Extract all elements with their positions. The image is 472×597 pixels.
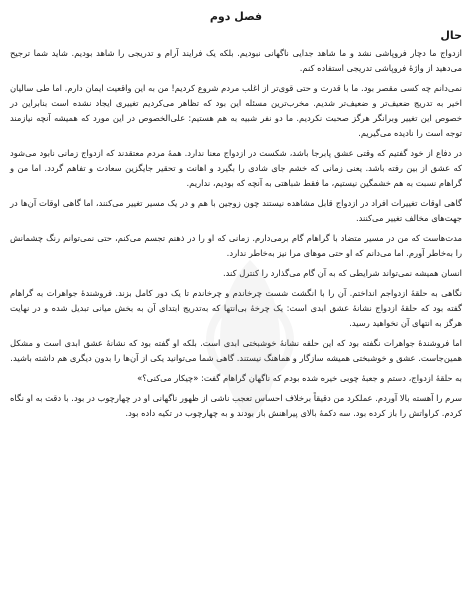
- paragraph-10: سرم را آهسته بالا آوردم. عملکرد من دقیقاً برخلاف احساس تعجب ناشی از ظهور ناگهانی او در چهارچوب در بود. با دقت به او نگاه کردم. کراواتش را باز کرده بود. سه دکمهٔ بالای پیراهنش باز بودند و به چهارچوب در تکیه داده بود.: [10, 393, 462, 418]
- paragraph-7: نگاهی به حلقهٔ ازدواجم انداختم. آن را با انگشت شست چرخاندم و چرخاندم تا یک دور کامل بزند. فروشندهٔ جواهرات به گراهام گفته بود که حلقهٔ ازدواج نشانهٔ عشق ابدی است: یک چرخهٔ بی‌انتها که به‌تدریج ابتدای آن به بخش میانی تبدیل شده و در نهایت هرگز به انتهای آن نخواهید رسید.: [10, 288, 462, 328]
- section-heading: حال: [440, 29, 462, 42]
- paragraph-4: گاهی اوقات تغییرات افراد در ازدواج قابل مشاهده نیستند چون زوجین با هم و در یک مسیر تغییر می‌کنند، اما گاهی اوقات آن‌ها در جهت‌های مخالف تغییر می‌کنند.: [10, 198, 462, 223]
- paragraph-2: نمی‌دانم چه کسی مقصر بود. ما با قدرت و حتی قوی‌تر از اغلب مردم شروع کردیم! من به این واقعیت ایمان دارم. اما طی سالیان اخیر به تدریج ضعیف‌تر و ضعیف‌تر شدیم. مخرب‌ترین مسئله این بود که تظاهر می‌کردیم تغییری ایجاد نشده است بنابراین در خصوص این تغییر وبرانگر هرگز صحبت نکردیم. ما دو نفر شبیه به هم هستیم: علی‌الخصوص در این مورد که همیشه آنچه نیازمند توجه است را نادیده می‌گیریم.: [10, 83, 462, 138]
- paragraph-1: ازدواج ما دچار فروپاشی نشد و ما شاهد جدایی ناگهانی نبودیم. بلکه یک فرایند آرام و تدریجی را شاهد بودیم. شاید شما ترجیح می‌دهید از واژهٔ فروپاشی تدریجی استفاده کنم.: [10, 48, 462, 73]
- chapter-title: فصل دوم: [209, 10, 263, 23]
- book-page: [10, 10, 462, 590]
- paragraph-9: به حلقهٔ ازدواج، دستم و جعبهٔ چوبی خیره شده بودم که ناگهان گراهام گفت: «چیکار می‌کنی؟»: [137, 373, 462, 383]
- paragraph-5: مدت‌هاست که من در مسیر متضاد با گراهام گام برمی‌دارم. زمانی که او را در ذهنم تجسم می‌کنم، حتی نمی‌توانم رنگ چشمانش را به‌خاطر آورم. اما می‌دانم که او حتی موهای مرا نیز به‌خاطر ندارد.: [10, 233, 462, 258]
- paragraph-3: در دفاع از خود گفتیم که وقتی عشق پابرجا باشد، شکست در ازدواج معنا ندارد. همهٔ مردم معتقدند که ازدواج زمانی نابود می‌شود که عشق از بین رفته باشد. یعنی زمانی که خشم جای شادی را بگیرد و اهانت و تحقیر جایگزین سعادت و تفاهم گردد. اما من و گراهام نسبت به هم خشمگین نیستیم، ما فقط شباهتی به آنچه که بودیم، نداریم.: [10, 148, 462, 188]
- paragraph-8: اما فروشندهٔ جواهرات نگفته بود که این حلقه نشانهٔ خوشبختی ابدی است. بلکه او گفته بود که نشانهٔ عشق ابدی است و مشکل همین‌جاست. عشق و خوشبختی همیشه سازگار و هماهنگ نیستند. گاهی شما می‌توانید یکی از آن‌ها را بدون دیگری هم داشته باشید.: [10, 338, 462, 363]
- paragraph-6: انسان همیشه نمی‌تواند شرایطی که به آن گام می‌گذارد را کنترل کند.: [222, 268, 462, 278]
